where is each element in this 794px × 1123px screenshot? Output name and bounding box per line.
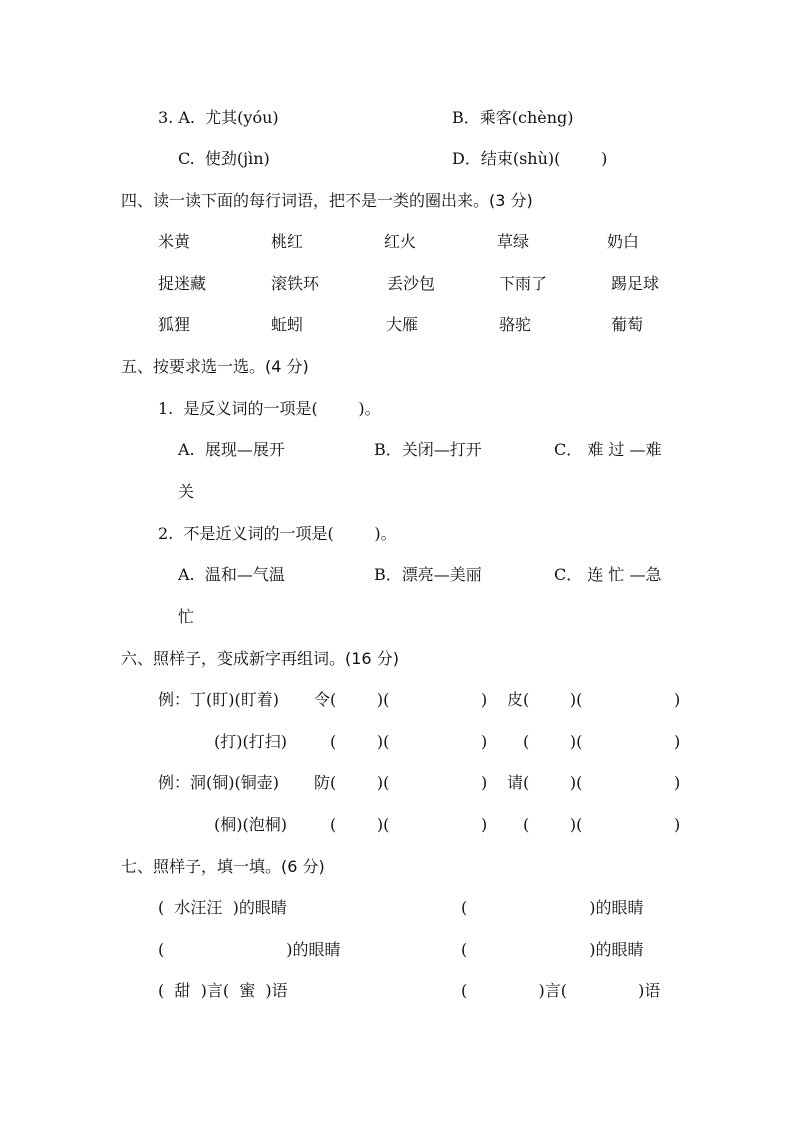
- word: 大雁: [386, 315, 419, 334]
- s6-blank[interactable]: ( )( ): [330, 815, 488, 834]
- s5-q2-option-c: C． 连 忙 —急: [554, 565, 662, 584]
- section-6-title: 六、照样子，变成新字再组词。(16 分): [121, 649, 399, 668]
- s6-blank[interactable]: 皮( )( ): [507, 690, 681, 709]
- q3-option-a: 3. A. 尤其(yóu): [158, 108, 279, 127]
- s5-q2-option-b: B．漂亮—美丽: [374, 565, 482, 584]
- word: 草绿: [497, 232, 530, 251]
- section-7-title: 七、照样子，填一填。(6 分): [121, 857, 325, 876]
- word: 狐狸: [158, 315, 191, 334]
- s6-blank[interactable]: ( )( ): [330, 732, 488, 751]
- word: 桃红: [271, 232, 304, 251]
- s5-q1-option-c-wrap: 关: [178, 482, 195, 501]
- q3-option-d: D．结束(shù)( ): [452, 149, 608, 168]
- q3-option-b: B．乘客(chèng): [452, 108, 574, 127]
- s6-blank[interactable]: ( )( ): [523, 815, 681, 834]
- s5-q1-stem: 1. 是反义词的一项是( )。: [158, 399, 381, 418]
- s6-example-2: 例：洞(铜)(铜壶): [158, 773, 279, 792]
- s6-blank[interactable]: 令( )( ): [314, 690, 488, 709]
- word: 葡萄: [611, 315, 644, 334]
- section-5-title: 五、按要求选一选。(4 分): [121, 357, 309, 376]
- word: 下雨了: [499, 274, 548, 293]
- s6-blank[interactable]: 请( )( ): [507, 773, 681, 792]
- s7-example-2: ( 甜 )言( 蜜 )语: [158, 981, 288, 1000]
- s7-example-1: ( 水汪汪 )的眼睛: [158, 898, 287, 917]
- s5-q1-option-b: B．关闭—打开: [374, 440, 482, 459]
- word: 奶白: [607, 232, 640, 251]
- word: 丢沙包: [387, 274, 436, 293]
- section-4-title: 四、读一读下面的每行词语，把不是一类的圈出来。(3 分): [121, 191, 533, 210]
- word: 滚铁环: [271, 274, 320, 293]
- s5-q2-option-a: A. 温和—气温: [178, 565, 285, 584]
- s6-blank[interactable]: 防( )( ): [314, 773, 488, 792]
- s6-example-1-line-2: (打)(打扫): [214, 732, 287, 751]
- s7-blank[interactable]: ( )的眼睛: [461, 898, 644, 917]
- s6-example-2-line-2: (桐)(泡桐): [214, 815, 287, 834]
- q3-option-c: C. 使劲(jìn): [178, 149, 270, 168]
- s7-blank[interactable]: ( )言( )语: [461, 981, 661, 1000]
- word: 踢足球: [611, 274, 660, 293]
- word: 红火: [384, 232, 417, 251]
- s6-example-1: 例：丁(盯)(盯着): [158, 690, 279, 709]
- s6-blank[interactable]: ( )( ): [523, 732, 681, 751]
- s5-q2-option-c-wrap: 忙: [178, 607, 195, 626]
- word: 捉迷藏: [158, 274, 207, 293]
- word: 蚯蚓: [271, 315, 304, 334]
- word: 米黄: [158, 232, 191, 251]
- word: 骆驼: [499, 315, 532, 334]
- s5-q1-option-c: C． 难 过 —难: [554, 440, 662, 459]
- s5-q1-option-a: A. 展现—展开: [178, 440, 285, 459]
- s7-blank[interactable]: ( )的眼睛: [158, 940, 341, 959]
- s7-blank[interactable]: ( )的眼睛: [461, 940, 644, 959]
- s5-q2-stem: 2. 不是近义词的一项是( )。: [158, 524, 397, 543]
